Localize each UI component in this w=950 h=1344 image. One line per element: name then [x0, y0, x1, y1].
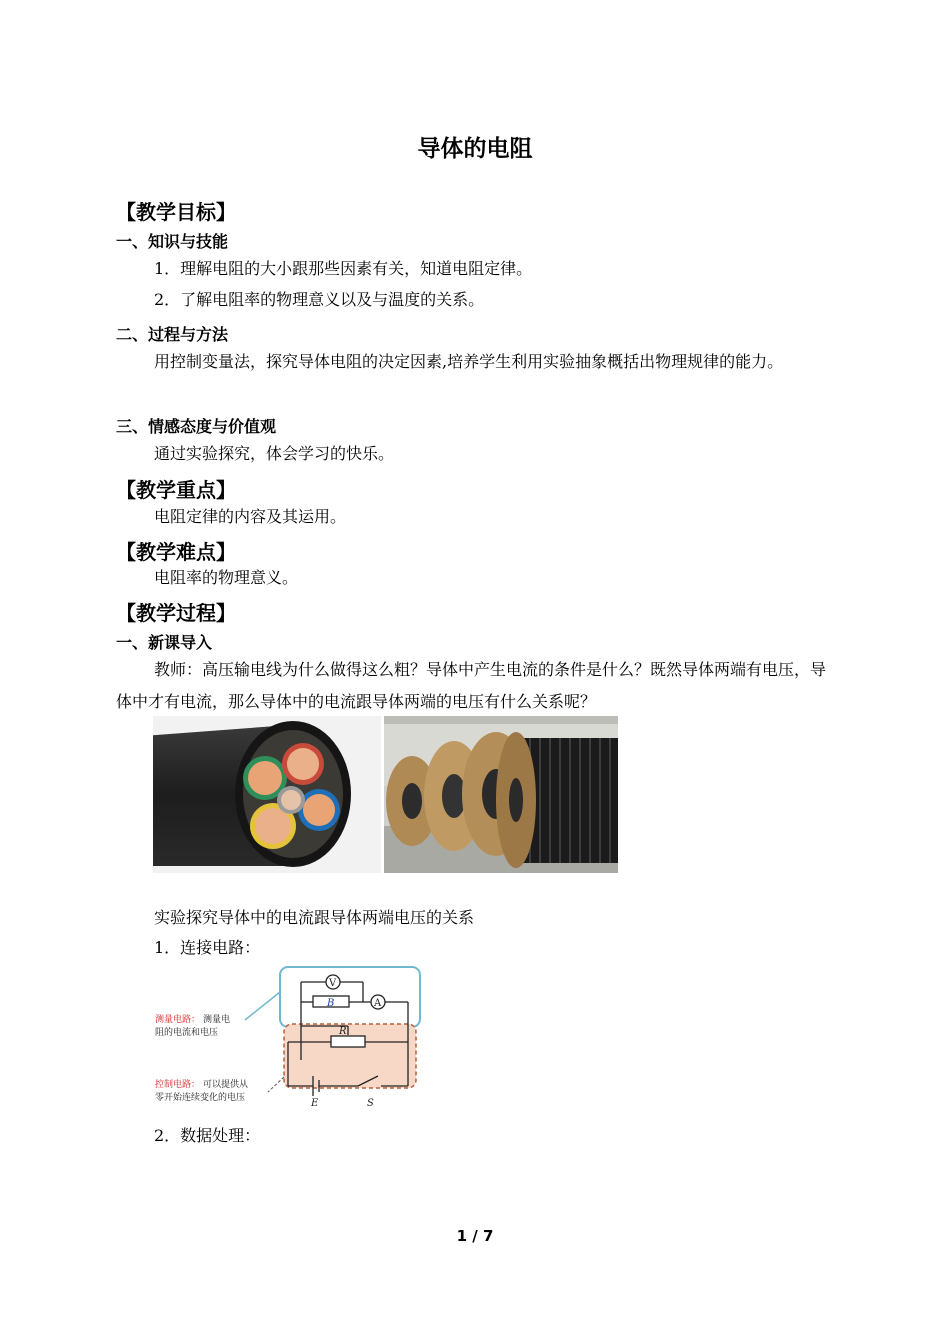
- goals-heading: 【教学目标】: [116, 200, 236, 224]
- cable-reels-image: [384, 716, 618, 873]
- ammeter-label: A: [374, 998, 382, 1009]
- knowledge-heading: 一、知识与技能: [116, 232, 229, 251]
- key-point-heading: 【教学重点】: [116, 478, 236, 502]
- page-number: 1 / 7: [456, 1227, 494, 1245]
- circuit-diagram: [153, 962, 425, 1110]
- page-title: 导体的电阻: [417, 136, 533, 162]
- measure-circuit-label: 测量电路：: [155, 1015, 201, 1025]
- experiment-text: 实验探究导体中的电流跟导体两端电压的关系: [154, 908, 475, 927]
- rheostat-label: R: [339, 1026, 347, 1037]
- control-circuit-text-1: 可以提供从: [203, 1080, 249, 1090]
- intro-text: 教师：高压输电线为什么做得这么粗？导体中产生电流的条件是什么？既然导体两端有电压，导体中才有电流，那么导体中的电流跟导体两端的电压有什么关系呢？: [116, 660, 827, 711]
- control-circuit-label: 控制电路：: [155, 1080, 201, 1090]
- goal-item-1: 1．理解电阻的大小跟那些因素有关，知道电阻定律。: [154, 259, 533, 278]
- battery-label: E: [311, 1098, 319, 1109]
- difficulty-heading: 【教学难点】: [116, 540, 236, 564]
- cable-cross-section-image: [153, 716, 381, 873]
- control-circuit-text-2: 零开始连续变化的电压: [155, 1093, 246, 1103]
- step-1-text: 1．连接电路：: [154, 938, 261, 957]
- measure-circuit-text-2: 阻的电流和电压: [155, 1028, 219, 1038]
- goal-item-2: 2．了解电阻率的物理意义以及与温度的关系。: [154, 290, 485, 309]
- process-method-heading: 二、过程与方法: [116, 325, 229, 344]
- key-point-text: 电阻定律的内容及其运用。: [154, 507, 347, 526]
- intro-heading: 一、新课导入: [116, 633, 213, 652]
- switch-label: S: [367, 1098, 374, 1109]
- difficulty-text: 电阻率的物理意义。: [154, 568, 299, 587]
- process-heading: 【教学过程】: [116, 601, 236, 625]
- measure-circuit-text-1: 测量电: [203, 1015, 231, 1025]
- resistor-b-label: B: [327, 998, 335, 1009]
- step-2-text: 2．数据处理：: [154, 1126, 261, 1145]
- attitude-text: 通过实验探究，体会学习的快乐。: [154, 444, 395, 463]
- process-method-text: 用控制变量法，探究导体电阻的决定因素,培养学生利用实验抽象概括出物理规律的能力。: [154, 352, 784, 371]
- voltmeter-label: V: [329, 978, 337, 989]
- attitude-heading: 三、情感态度与价值观: [116, 417, 277, 436]
